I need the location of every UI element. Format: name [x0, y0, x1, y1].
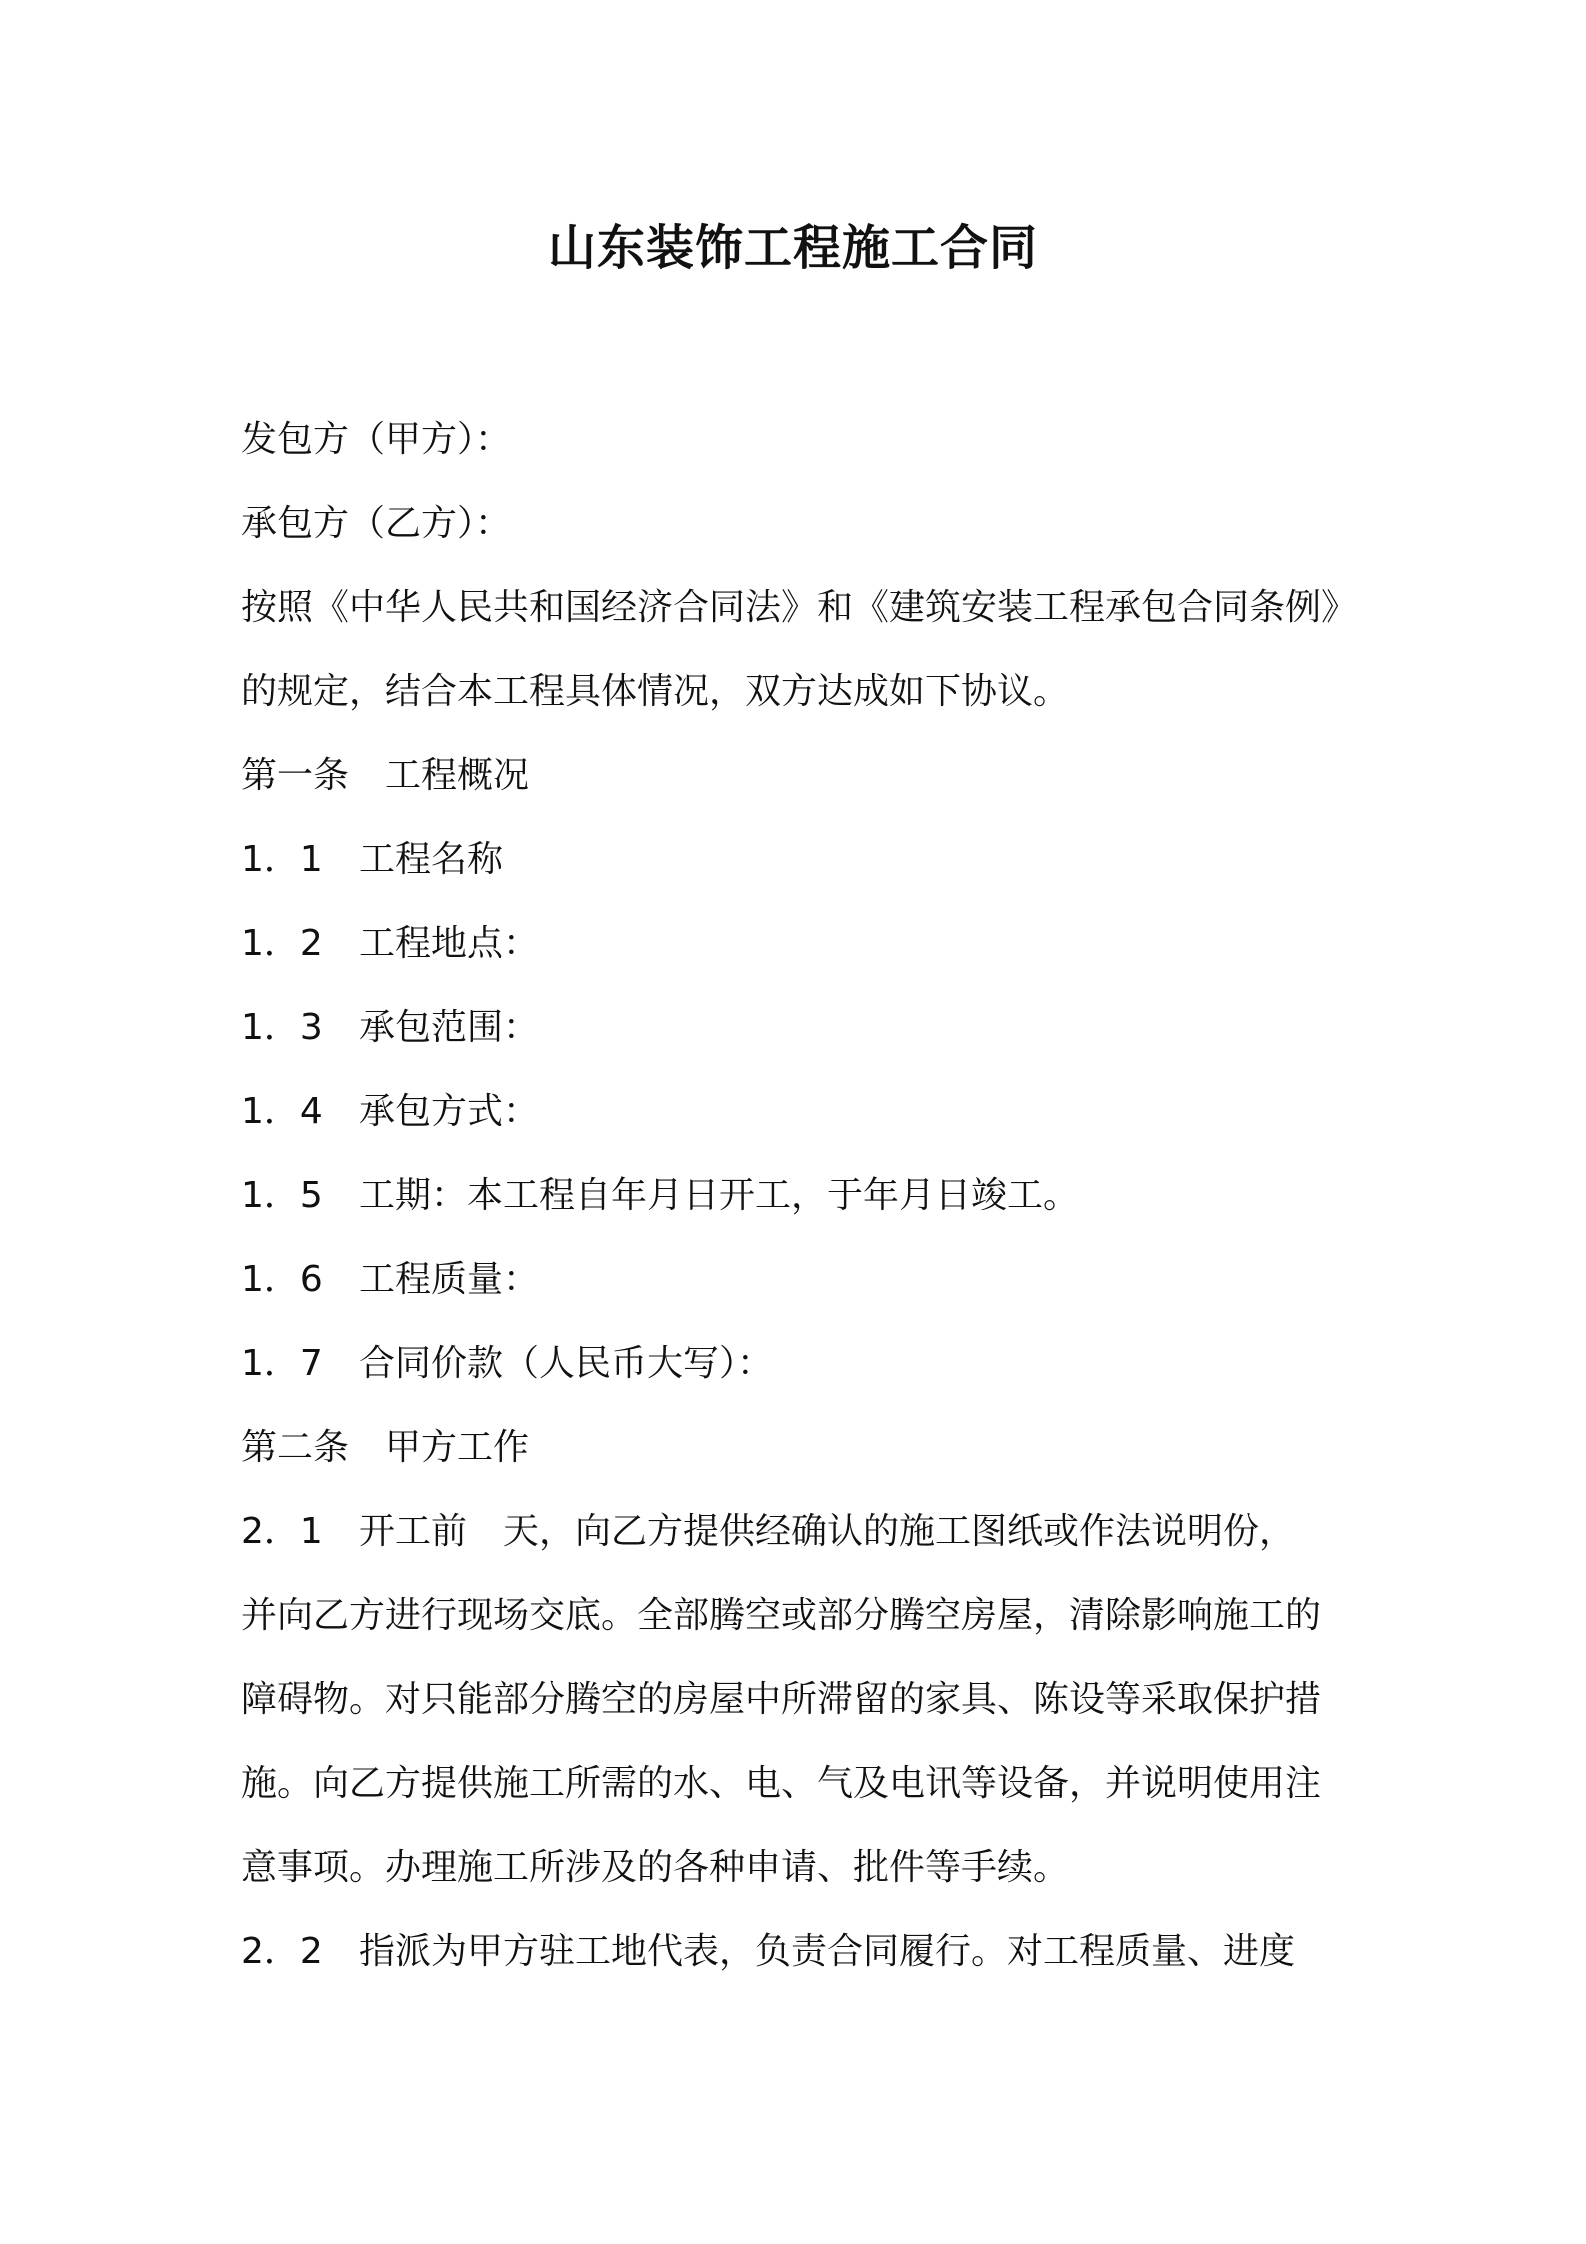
document-body [241, 398, 1361, 1994]
clause-1-2 [241, 902, 1361, 986]
party-a-line: 发包方（甲方）： [241, 419, 512, 460]
clause-2-1-line-1 [241, 1490, 1361, 1574]
clause-1-3 [241, 986, 1361, 1070]
clause-1-5 [241, 1154, 1361, 1238]
clause-1-1 [241, 818, 1361, 902]
article2-heading [241, 1406, 1361, 1490]
clause-text: 工程质量： [359, 1259, 540, 1300]
clause-2-1-line-3: 障碍物。对只能部分腾空的房屋中所滞留的家具、陈设等采取保护措 [241, 1679, 1322, 1720]
clause-number: 1．1 [241, 839, 323, 880]
clause-number: 1．3 [241, 1007, 323, 1048]
article2-title: 甲方工作 [385, 1427, 530, 1468]
clause-number: 2．1 [241, 1511, 323, 1552]
clause-2-1-line-2: 并向乙方进行现场交底。全部腾空或部分腾空房屋，清除影响施工的 [241, 1595, 1322, 1636]
clause-number: 1．2 [241, 923, 323, 964]
clause-1-4 [241, 1070, 1361, 1154]
clause-number: 1．5 [241, 1175, 323, 1216]
preamble-line-1: 按照《中华人民共和国经济合同法》和《建筑安装工程承包合同条例》 [241, 587, 1358, 628]
article2-number: 第二条 [241, 1427, 350, 1468]
clause-number: 2．2 [241, 1931, 323, 1972]
clause-text: 承包范围： [359, 1007, 540, 1048]
clause-2-1-line-5: 意事项。办理施工所涉及的各种申请、批件等手续。 [241, 1847, 1070, 1888]
clause-1-7 [241, 1322, 1361, 1406]
clause-2-2-line-1 [241, 1910, 1361, 1994]
article1-heading [241, 734, 1361, 818]
clause-number: 1．7 [241, 1343, 323, 1384]
article1-number: 第一条 [241, 755, 350, 796]
clause-text: 工程名称 [359, 839, 504, 880]
clause-text: 合同价款（人民币大写）： [359, 1343, 774, 1384]
clause-text: 工程地点： [359, 923, 540, 964]
party-b-line: 承包方（乙方）： [241, 503, 512, 544]
clause-text: 承包方式： [359, 1091, 540, 1132]
clause-number: 1．6 [241, 1259, 323, 1300]
clause-1-6 [241, 1238, 1361, 1322]
clause-2-1-line-4: 施。向乙方提供施工所需的水、电、气及电讯等设备，并说明使用注 [241, 1763, 1322, 1804]
document-title: 山东装饰工程施工合同 [547, 220, 1038, 276]
clause-text: 开工前 天，向乙方提供经确认的施工图纸或作法说明份， [359, 1511, 1296, 1552]
preamble-line-2: 的规定，结合本工程具体情况，双方达成如下协议。 [241, 671, 1070, 712]
article1-title: 工程概况 [385, 755, 530, 796]
clause-text: 工期：本工程自年月日开工，于年月日竣工。 [359, 1175, 1080, 1216]
clause-text: 指派为甲方驻工地代表，负责合同履行。对工程质量、进度 [359, 1931, 1296, 1972]
clause-number: 1．4 [241, 1091, 323, 1132]
